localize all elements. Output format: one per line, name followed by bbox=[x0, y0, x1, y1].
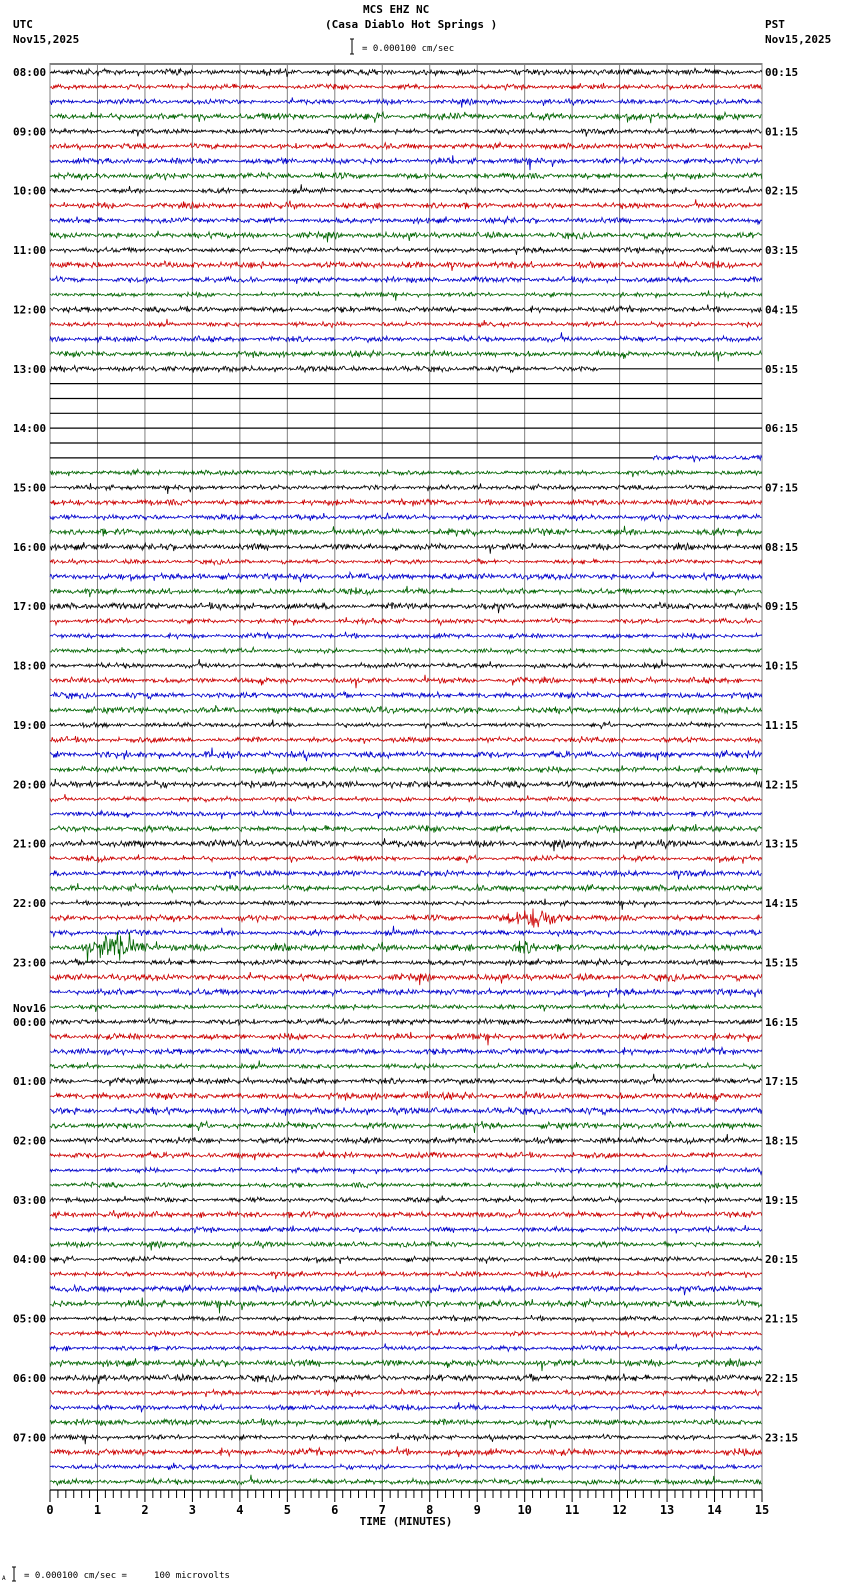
trace-31 bbox=[50, 526, 762, 537]
trace-8 bbox=[50, 184, 762, 194]
utc-hour-label: 03:00 bbox=[13, 1193, 47, 1207]
left-date: Nov15,2025 bbox=[13, 33, 80, 46]
trace-81 bbox=[50, 1270, 762, 1279]
trace-91 bbox=[50, 1418, 762, 1428]
trace-46 bbox=[50, 748, 762, 762]
pst-hour-label: 23:15 bbox=[765, 1431, 799, 1445]
trace-33 bbox=[50, 559, 762, 565]
trace-17 bbox=[50, 319, 762, 328]
trace-6 bbox=[50, 155, 762, 170]
trace-69 bbox=[50, 1091, 762, 1102]
trace-56 bbox=[50, 899, 762, 910]
x-tick-label: 0 bbox=[46, 1503, 54, 1517]
trace-28 bbox=[50, 483, 762, 494]
x-tick-label: 4 bbox=[236, 1503, 244, 1517]
trace-15 bbox=[50, 290, 762, 300]
pst-hour-label: 18:15 bbox=[765, 1134, 799, 1148]
trace-50 bbox=[50, 809, 762, 819]
utc-hour-label: 04:00 bbox=[13, 1253, 47, 1267]
pst-hour-label: 21:15 bbox=[765, 1312, 799, 1326]
pst-hour-label: 01:15 bbox=[765, 125, 799, 139]
trace-1 bbox=[50, 83, 762, 90]
utc-hour-label: 21:00 bbox=[13, 837, 47, 851]
trace-59 bbox=[50, 932, 762, 962]
utc-hour-label: 23:00 bbox=[13, 956, 47, 970]
pst-hour-label: 12:15 bbox=[765, 778, 799, 792]
trace-47 bbox=[50, 765, 762, 774]
trace-68 bbox=[50, 1074, 762, 1086]
utc-hour-label: 20:00 bbox=[13, 778, 47, 792]
trace-71 bbox=[50, 1121, 762, 1133]
utc-hour-label: 05:00 bbox=[13, 1312, 47, 1326]
trace-93 bbox=[50, 1446, 762, 1457]
trace-66 bbox=[50, 1047, 762, 1055]
trace-44 bbox=[50, 720, 762, 729]
trace-20 bbox=[50, 366, 601, 373]
utc-date-label: Nov16 bbox=[13, 1001, 47, 1015]
trace-48 bbox=[50, 779, 762, 788]
pst-hour-label: 06:15 bbox=[765, 422, 799, 436]
trace-77 bbox=[50, 1209, 762, 1219]
pst-hour-label: 14:15 bbox=[765, 897, 799, 911]
trace-37 bbox=[50, 617, 762, 625]
x-tick-label: 15 bbox=[754, 1503, 770, 1517]
pst-hour-label: 16:15 bbox=[765, 1015, 799, 1029]
utc-hour-label: 07:00 bbox=[13, 1431, 47, 1445]
pst-hour-label: 20:15 bbox=[765, 1253, 799, 1267]
pst-hour-label: 17:15 bbox=[765, 1075, 799, 1089]
trace-2 bbox=[50, 97, 762, 107]
trace-60 bbox=[50, 959, 762, 966]
trace-29 bbox=[50, 499, 762, 507]
station-location: (Casa Diablo Hot Springs ) bbox=[325, 18, 498, 31]
trace-87 bbox=[50, 1358, 762, 1371]
trace-27 bbox=[50, 469, 762, 477]
utc-hour-label: 19:00 bbox=[13, 718, 47, 732]
pst-hour-label: 22:15 bbox=[765, 1371, 799, 1385]
pst-hour-label: 02:15 bbox=[765, 184, 799, 198]
utc-hour-label: 01:00 bbox=[13, 1075, 47, 1089]
trace-74 bbox=[50, 1165, 762, 1174]
trace-86 bbox=[50, 1343, 762, 1351]
trace-53 bbox=[50, 854, 762, 863]
trace-51 bbox=[50, 824, 762, 833]
utc-hour-label: 08:00 bbox=[13, 66, 47, 79]
x-tick-label: 2 bbox=[141, 1503, 149, 1517]
footer-scale-label: = 0.000100 cm/sec = 100 microvolts bbox=[24, 1571, 230, 1581]
trace-41 bbox=[50, 675, 762, 688]
trace-26 bbox=[653, 455, 762, 462]
x-tick-label: 14 bbox=[707, 1503, 722, 1517]
trace-58 bbox=[50, 926, 762, 937]
trace-40 bbox=[50, 659, 762, 669]
x-tick-label: 6 bbox=[331, 1503, 339, 1517]
trace-67 bbox=[50, 1060, 762, 1069]
trace-39 bbox=[50, 647, 762, 653]
utc-hour-label: 16:00 bbox=[13, 540, 47, 554]
trace-78 bbox=[50, 1225, 762, 1233]
trace-7 bbox=[50, 172, 762, 180]
pst-hour-label: 15:15 bbox=[765, 956, 799, 970]
trace-49 bbox=[50, 794, 762, 802]
pst-hour-label: 13:15 bbox=[765, 837, 799, 851]
x-tick-label: 11 bbox=[564, 1503, 580, 1517]
pst-hour-label: 10:15 bbox=[765, 659, 799, 673]
trace-82 bbox=[50, 1285, 762, 1295]
trace-13 bbox=[50, 261, 762, 271]
trace-32 bbox=[50, 542, 762, 553]
pst-hour-label: 00:15 bbox=[765, 66, 799, 79]
footer-prefix: A bbox=[2, 1575, 6, 1582]
trace-75 bbox=[50, 1182, 762, 1189]
x-tick-label: 7 bbox=[378, 1503, 386, 1517]
pst-hour-label: 09:15 bbox=[765, 600, 799, 614]
utc-hour-label: 06:00 bbox=[13, 1371, 47, 1385]
trace-54 bbox=[50, 870, 762, 880]
trace-62 bbox=[50, 988, 762, 997]
utc-hour-label: 22:00 bbox=[13, 897, 47, 911]
trace-61 bbox=[50, 972, 762, 985]
x-tick-label: 13 bbox=[659, 1503, 675, 1517]
scale-label: = 0.000100 cm/sec bbox=[362, 44, 455, 54]
trace-45 bbox=[50, 736, 762, 744]
trace-12 bbox=[50, 246, 762, 255]
trace-65 bbox=[50, 1032, 762, 1045]
trace-84 bbox=[50, 1315, 762, 1322]
x-tick-label: 8 bbox=[426, 1503, 434, 1517]
utc-hour-label: 09:00 bbox=[13, 125, 47, 139]
x-tick-label: 1 bbox=[93, 1503, 102, 1517]
pst-hour-label: 03:15 bbox=[765, 244, 799, 258]
trace-89 bbox=[50, 1389, 762, 1397]
left-timezone: UTC bbox=[13, 18, 33, 31]
trace-38 bbox=[50, 632, 762, 639]
trace-55 bbox=[50, 883, 762, 892]
trace-70 bbox=[50, 1107, 762, 1116]
station-title: MCS EHZ NC bbox=[363, 3, 430, 16]
utc-hour-label: 15:00 bbox=[13, 481, 47, 495]
utc-hour-label: 18:00 bbox=[13, 659, 47, 673]
pst-hour-label: 05:15 bbox=[765, 362, 799, 376]
utc-hour-label: 17:00 bbox=[13, 600, 47, 614]
trace-36 bbox=[50, 602, 762, 613]
pst-hour-label: 04:15 bbox=[765, 303, 799, 317]
pst-hour-label: 08:15 bbox=[765, 540, 799, 554]
utc-hour-label: 00:00 bbox=[13, 1015, 47, 1029]
trace-35 bbox=[50, 586, 762, 597]
trace-19 bbox=[50, 350, 762, 362]
pst-hour-label: 07:15 bbox=[765, 481, 799, 495]
trace-18 bbox=[50, 332, 762, 342]
x-tick-label: 3 bbox=[188, 1503, 197, 1517]
trace-73 bbox=[50, 1151, 762, 1160]
trace-3 bbox=[50, 112, 762, 123]
x-tick-label: 5 bbox=[283, 1503, 291, 1517]
trace-30 bbox=[50, 513, 762, 521]
right-timezone: PST bbox=[765, 18, 785, 31]
x-axis-title: TIME (MINUTES) bbox=[359, 1515, 453, 1528]
utc-hour-label: 10:00 bbox=[13, 184, 47, 198]
x-tick-label: 10 bbox=[517, 1503, 532, 1517]
utc-hour-label: 12:00 bbox=[13, 303, 47, 317]
trace-52 bbox=[50, 838, 762, 851]
trace-95 bbox=[50, 1475, 762, 1485]
trace-72 bbox=[50, 1134, 762, 1144]
pst-hour-label: 19:15 bbox=[765, 1193, 799, 1207]
right-date: Nov15,2025 bbox=[765, 33, 832, 46]
trace-94 bbox=[50, 1463, 762, 1470]
trace-43 bbox=[50, 705, 762, 714]
utc-hour-label: 13:00 bbox=[13, 362, 47, 376]
pst-hour-label: 11:15 bbox=[765, 718, 799, 732]
trace-9 bbox=[50, 199, 762, 209]
trace-90 bbox=[50, 1402, 762, 1412]
trace-63 bbox=[50, 1004, 762, 1012]
x-tick-label: 9 bbox=[473, 1503, 481, 1517]
trace-64 bbox=[50, 1018, 762, 1026]
trace-5 bbox=[50, 142, 762, 150]
trace-10 bbox=[50, 216, 762, 224]
trace-76 bbox=[50, 1196, 762, 1203]
trace-0 bbox=[50, 68, 762, 77]
trace-79 bbox=[50, 1241, 762, 1251]
utc-hour-label: 02:00 bbox=[13, 1134, 47, 1148]
utc-hour-label: 11:00 bbox=[13, 244, 47, 258]
trace-88 bbox=[50, 1374, 762, 1385]
trace-83 bbox=[50, 1298, 762, 1314]
trace-80 bbox=[50, 1256, 762, 1264]
trace-16 bbox=[50, 305, 762, 313]
trace-14 bbox=[50, 276, 762, 284]
trace-4 bbox=[50, 128, 762, 136]
utc-hour-label: 14:00 bbox=[13, 422, 47, 436]
trace-34 bbox=[50, 572, 762, 583]
x-tick-label: 12 bbox=[612, 1503, 627, 1517]
trace-57 bbox=[50, 909, 762, 928]
trace-92 bbox=[50, 1433, 762, 1444]
trace-11 bbox=[50, 231, 762, 243]
trace-42 bbox=[50, 692, 762, 699]
trace-85 bbox=[50, 1329, 762, 1337]
